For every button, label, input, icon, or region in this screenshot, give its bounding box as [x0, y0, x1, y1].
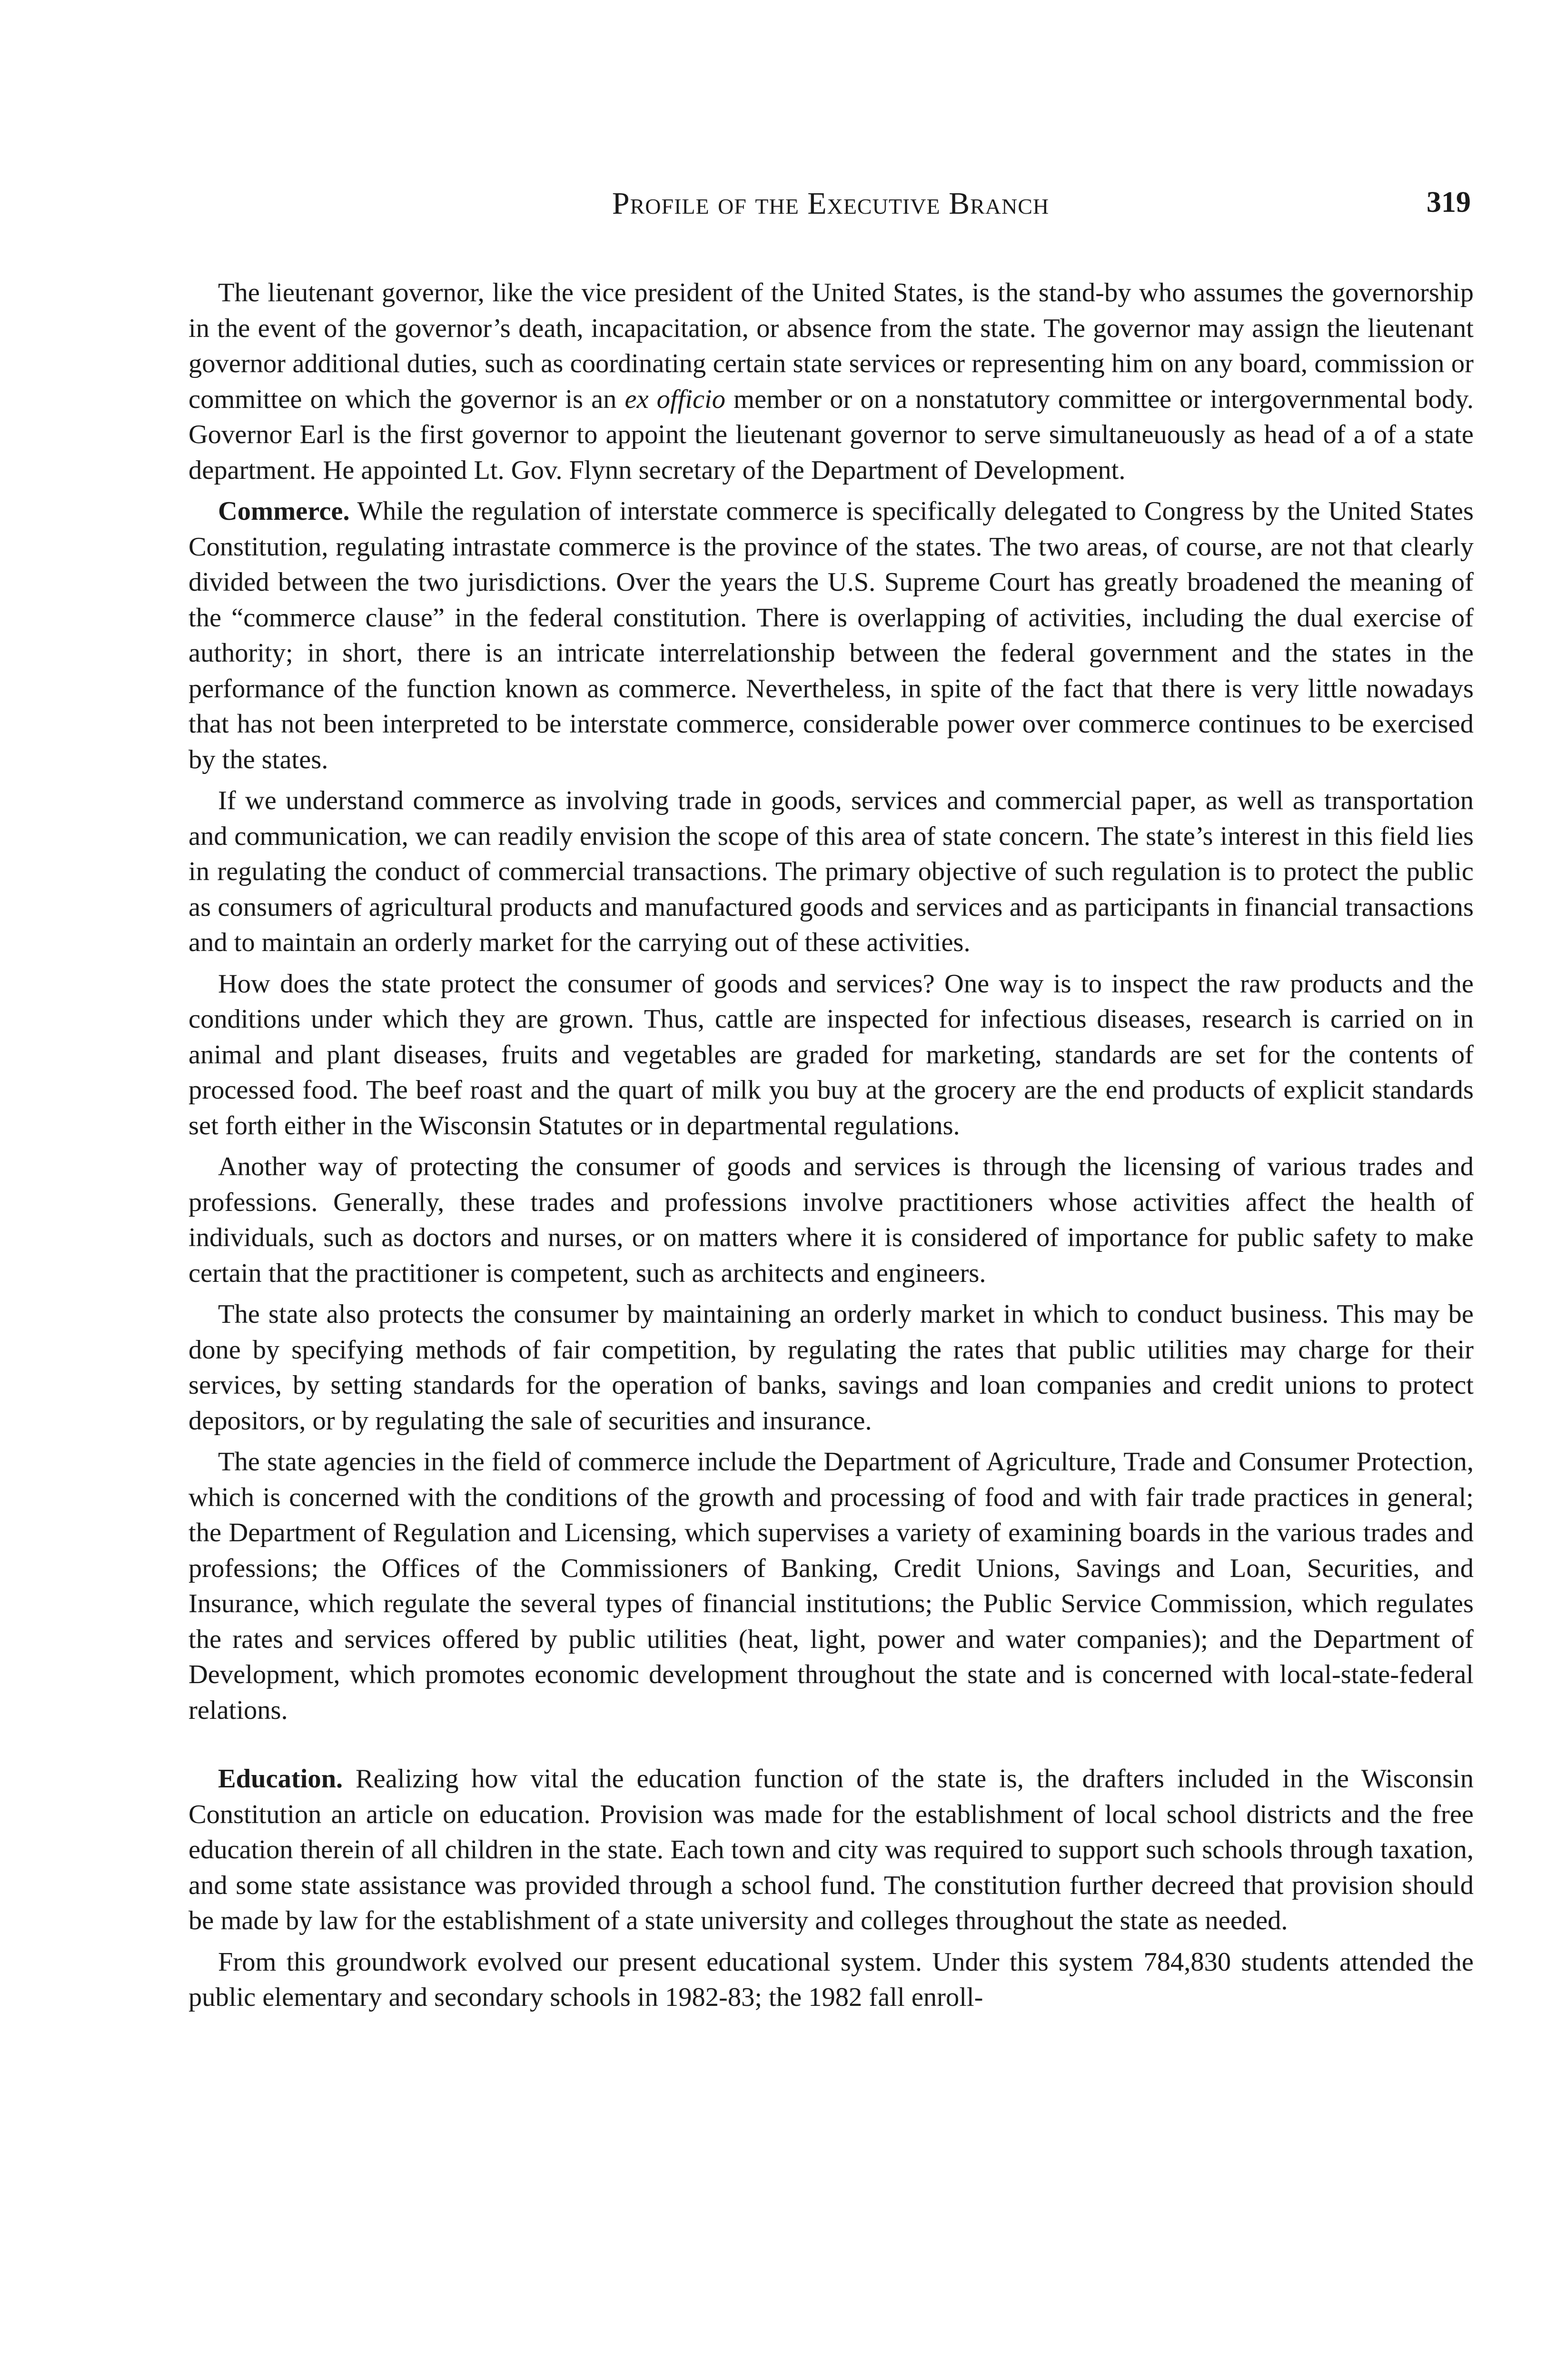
- paragraph-consumer-inspection: How does the state protect the consumer of goods and services? One way is to inspect the raw products and the conditions under which they are grown. Thus, cattle are inspected for infectious diseases, research is carried on in animal and plant diseases, fruits and vegetables are graded for marketing, standards are set for the contents of processed food. The beef roast and the quart of milk you buy at the grocery are the end products of explicit standards set forth either in the Wisconsin Statutes or in departmental regulations.: [188, 969, 1474, 1140]
- paragraph-education-system: From this groundwork evolved our present educational system. Under this system 784,830 students attended the public elementary and secondary schools in 1982-83; the 1982 fall enroll-: [188, 1947, 1474, 2012]
- paragraph-text: Realizing how vital the education function of the state is, the drafters included in the Wisconsin Constitution an article on education. Provision was made for the establishment of local school districts and the free education therein of all children in the state. Each town and city was required to support such schools through taxation, and some state assistance was provided through a school fund. The constitution further decreed that provision should be made by law for the establishment of a state university and colleges throughout the state as needed.: [188, 1764, 1474, 1935]
- running-head: Profile of the Executive Branch: [612, 186, 1050, 221]
- paragraph-text: The lieutenant governor, like the vice president of the United States, is the stand-by who assumes the governorship in the event of the governor’s death, incapacitation, or absence from the state. The governor may assign the lieutenant governor additional duties, such as coordinating certain state services or representing him on any board, commission or committee on which the governor is an: [188, 278, 1474, 414]
- paragraph-text: member or on a nonstatutory committee or intergovernmental body. Governor Earl is the first governor to appoint the lieutenant governor to serve simultaneuously as head of a of a state department. He appointed Lt. Gov. Flynn secretary of the Department of Development.: [188, 384, 1474, 485]
- paragraph-commerce-agencies: The state agencies in the field of commerce include the Department of Agriculture, Trade and Consumer Protection, which is concerned with the conditions of the growth and processing of food and with fair trade practices in general; the Department of Regulation and Licensing, which supervises a variety of examining boards in the various trades and professions; the Offices of the Commissioners of Banking, Credit Unions, Savings and Loan, Securities, and Insurance, which regulate the several types of financial institutions; the Public Service Commission, which regulates the rates and services offered by public utilities (heat, light, power and water companies); and the Department of Development, which promotes economic development throughout the state and is concerned with local-state-federal relations.: [188, 1447, 1474, 1725]
- italic-term: ex officio: [624, 384, 726, 414]
- paragraph-commerce: [188, 494, 1474, 777]
- paragraph-orderly-market: The state also protects the consumer by maintaining an orderly market in which to conduct business. This may be done by specifying methods of fair competition, by regulating the rates that public utilities may charge for their services, by setting standards for the operation of banks, savings and loan companies and credit unions to protect depositors, or by regulating the sale of securities and insurance.: [188, 1299, 1474, 1436]
- paragraph-lieutenant-governor: [188, 275, 1474, 488]
- section-heading-education: Education.: [218, 1764, 343, 1794]
- paragraph-licensing: Another way of protecting the consumer of goods and services is through the licensing of various trades and professions. Generally, these trades and professions involve practitioners whose activities affect the health of individuals, such as doctors and nurses, or on matters where it is considered of importance for public safety to make certain that the practitioner is competent, such as architects and engineers.: [188, 1152, 1474, 1288]
- body-text: [188, 275, 1474, 2021]
- section-heading-commerce: Commerce.: [218, 496, 350, 526]
- paragraph-commerce-scope: If we understand commerce as involving trade in goods, services and commercial paper, as well as transportation and communication, we can readily envision the scope of this area of state concern. The state’s interest in this field lies in regulating the conduct of commercial transactions. The primary objective of such regulation is to protect the public as consumers of agricultural products and manufactured goods and services and as participants in financial transactions and to maintain an orderly market for the carrying out of these activities.: [188, 786, 1474, 957]
- paragraph-education: [188, 1761, 1474, 1939]
- page-number: 319: [1427, 186, 1471, 218]
- paragraph-text: While the regulation of interstate commerce is specifically delegated to Congress by the United States Constitution, regulating intrastate commerce is the province of the states. The two areas, of course, are not that clearly divided between the two jurisdictions. Over the years the U.S. Supreme Court has greatly broadened the meaning of the “commerce clause” in the federal constitution. There is overlapping of activities, including the dual exercise of authority; in short, there is an intricate interrelationship between the federal government and the states in the performance of the function known as commerce. Nevertheless, in spite of the fact that there is very little nowadays that has not been interpreted to be interstate commerce, considerable power over commerce continues to be exercised by the states.: [188, 496, 1474, 774]
- page-header: [190, 186, 1471, 224]
